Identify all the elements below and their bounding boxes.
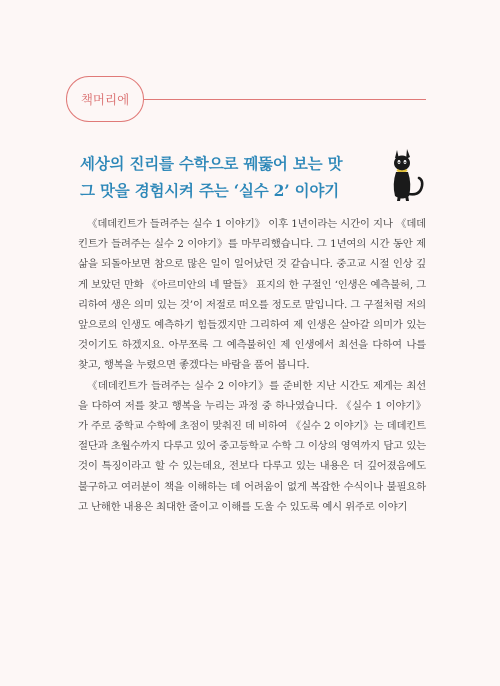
section-header [66,76,426,124]
paragraph: 《데데킨트가 들려주는 실수 1 이야기》 이후 1년이라는 시간이 지나 《데데킨트가 들려주는 실수 2 이야기》를 마무리했습니다. 그 1년여의 시간 동안 제 삶을 되돌아보면 참으로 많은 일이 일어났던 것 같습니다. 중고교 시절 인상 깊게 보았던 만화 《아르미안의 네 딸들》 표지의 한 구절인 ‘인생은 예측불허, 그리하여 생은 의미 있는 것’이 저절로 떠오를 정도로 말입니다. 그 구절처럼 저의 앞으로의 인생도 예측하기 힘들겠지만 그리하여 제 인생은 살아갈 의미가 있는 것이기도 하겠지요. 아무쪼록 그 예측불허인 제 인생에서 최선을 다하여 나를 찾고, 행복을 누렸으면 좋겠다는 바람을 품어 봅니다. [78,218,426,372]
title-line-1: 세상의 진리를 수학으로 꿰뚫어 보는 맛 [80,154,343,173]
section-badge-label: 책머리에 [80,92,130,107]
section-badge [66,76,144,122]
paragraph: 《데데킨트가 들려주는 실수 2 이야기》를 준비한 지난 시간도 제게는 최선을 다하여 저를 찾고 행복을 누리는 과정 중 하나였습니다. 《실수 1 이야기》가 주로 중학교 수학에 초점이 맞춰진 데 비하여 《실수 2 이야기》는 데데킨트 절단과 초월수까지 다루고 있어 중고등학교 수학 그 이상의 영역까지 담고 있는 것이 특징이라고 할 수 있는데요, 전보다 다루고 있는 내용은 더 깊어졌음에도 불구하고 여러분이 책을 이해하는 데 어려움이 없게 복잡한 수식이나 불필요하고 난해한 내용은 최대한 줄이고 이해를 도울 수 있도록 예시 위주로 이야기 [78,379,426,513]
black-cat-icon [384,146,426,206]
preface-body [78,214,426,517]
header-rule [144,99,426,100]
title-line-2: 그 맛을 경험시켜 주는 ‘실수 2’ 이야기 [80,181,339,200]
chapter-title [80,150,380,204]
